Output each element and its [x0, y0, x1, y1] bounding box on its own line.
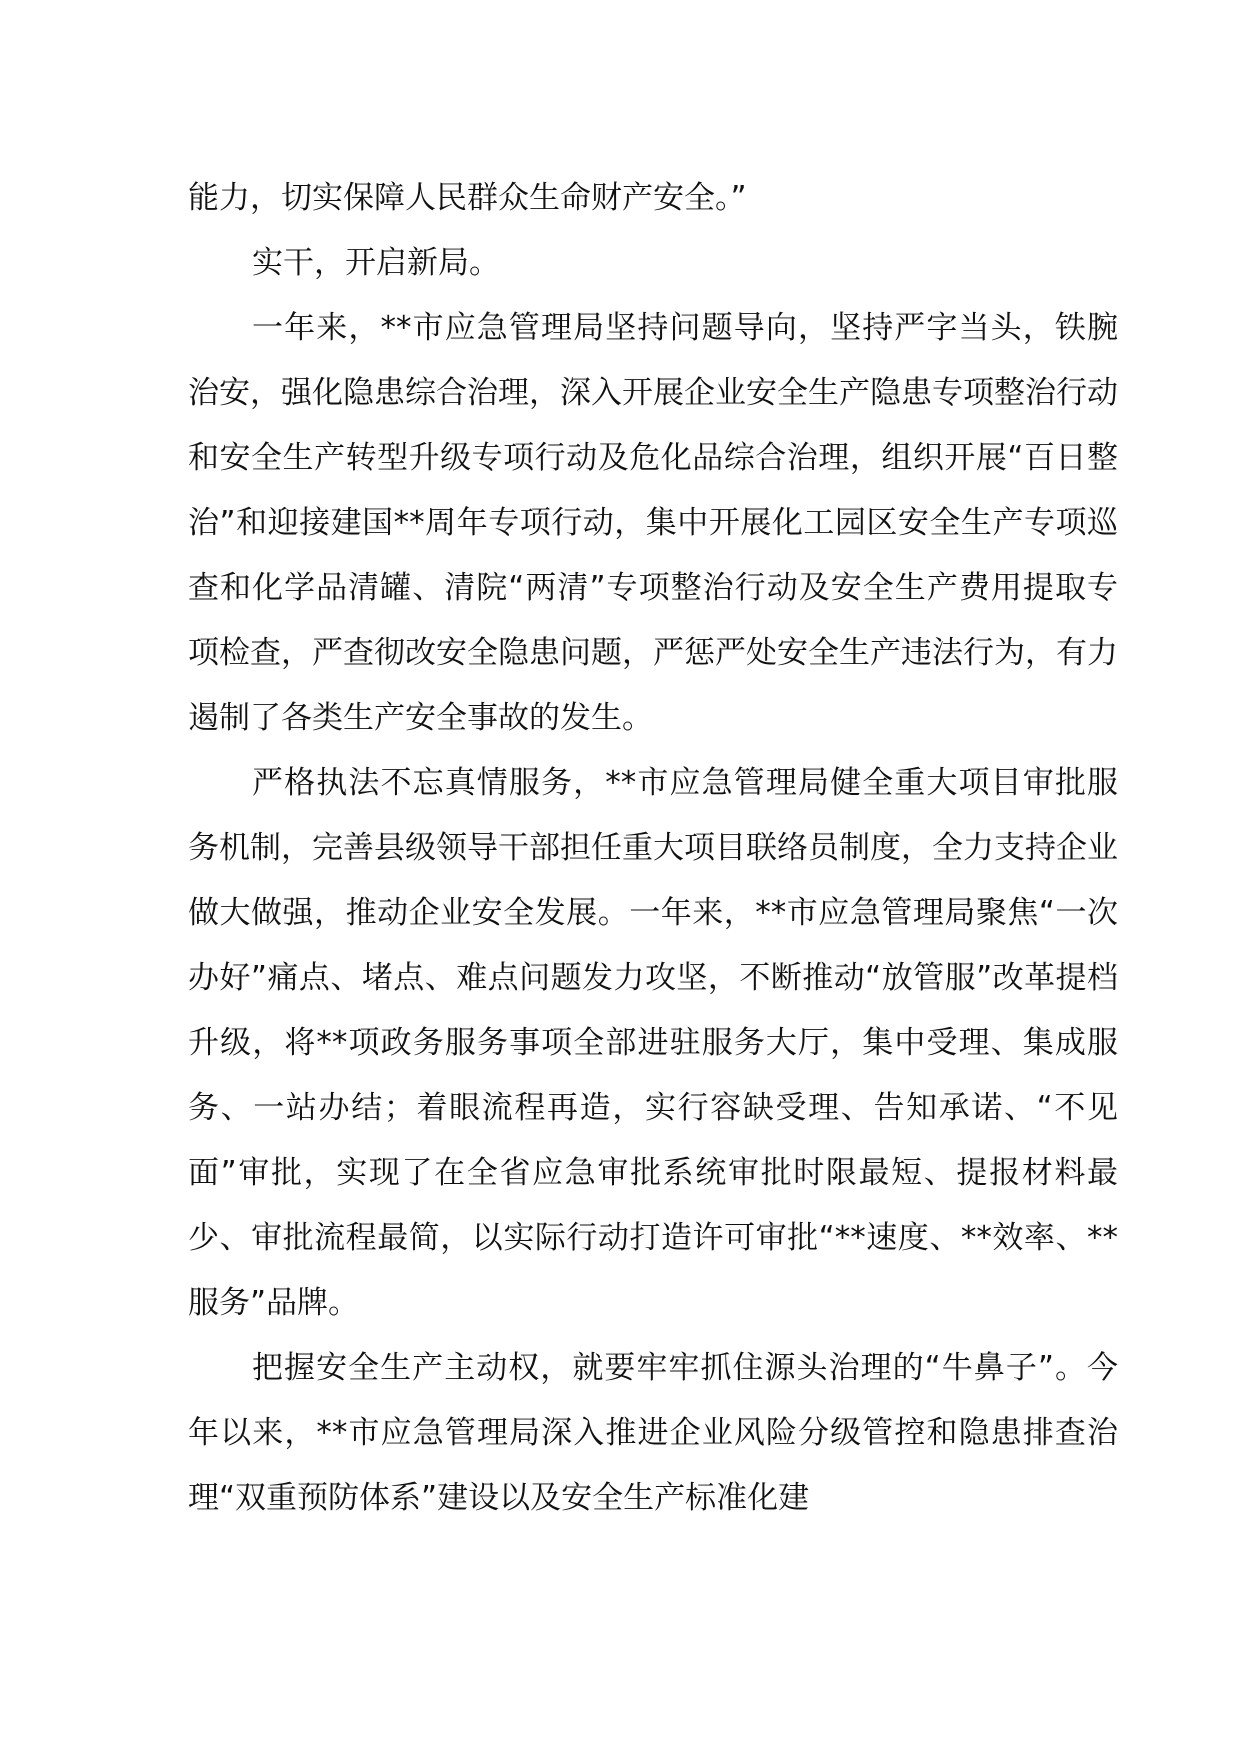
paragraph-continuation: 能力，切实保障人民群众生命财产安全。”	[188, 180, 747, 216]
paragraph-governance: 一年来，**市应急管理局坚持问题导向，坚持严字当头，铁腕治安，强化隐患综合治理，深入开展企业安全生产隐患专项整治行动和安全生产转型升级专项行动及危化品综合治理，组织开展“百日整治”和迎接建国**周年专项行动，集中开展化工园区安全生产专项巡查和化学品清罐、清院“两清”专项整治行动及安全生产费用提取专项检查，严查彻改安全隐患问题，严惩严处安全生产违法行为，有力遏制了各类生产安全事故的发生。	[188, 310, 1118, 736]
paragraph-source-control: 把握安全生产主动权，就要牢牢抓住源头治理的“牛鼻子”。今年以来，**市应急管理局深入推进企业风险分级管控和隐患排查治理“双重预防体系”建设以及安全生产标准化建	[188, 1350, 1118, 1516]
paragraph-service: 严格执法不忘真情服务，**市应急管理局健全重大项目审批服务机制，完善县级领导干部担任重大项目联络员制度，全力支持企业做大做强，推动企业安全发展。一年来，**市应急管理局聚焦“一次办好”痛点、堵点、难点问题发力攻坚，不断推动“放管服”改革提档升级，将**项政务服务事项全部进驻服务大厅，集中受理、集成服务、一站办结；着眼流程再造，实行容缺受理、告知承诺、“不见面”审批，实现了在全省应急审批系统审批时限最短、提报材料最少、审批流程最简，以实际行动打造许可审批“**速度、**效率、**服务”品牌。	[188, 765, 1118, 1321]
document-body	[188, 166, 1118, 1531]
paragraph-heading-shigan: 实干，开启新局。	[252, 245, 500, 281]
